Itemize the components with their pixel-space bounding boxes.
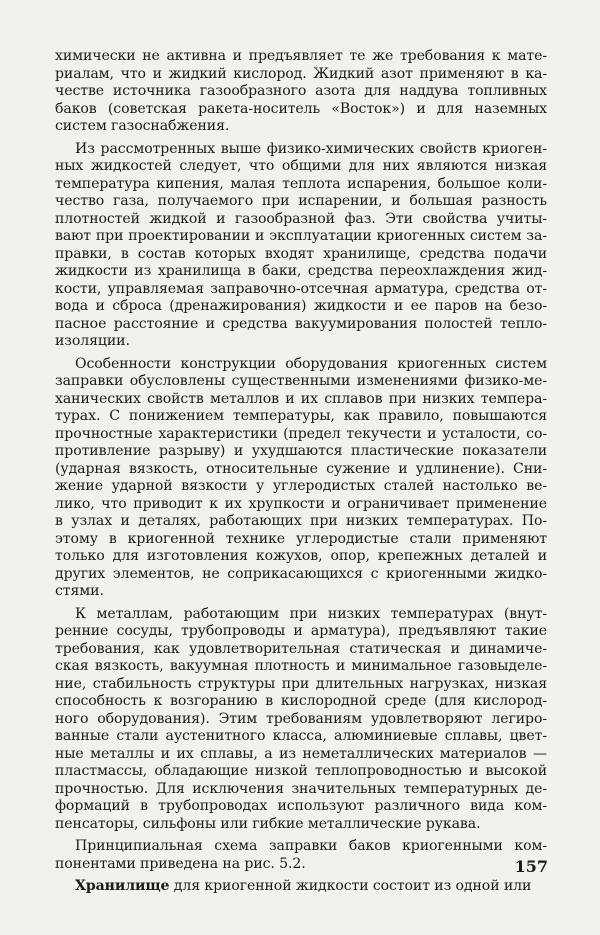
text-line: риалам, что и жидкий кислород. Жидкий азот применяют в ка- [55,65,547,82]
text-line: честве источника газообразного азота для наддува топливных [55,83,547,99]
text-line: пенсаторы, сильфоны или гибкие металлические рукава. [55,815,481,832]
text-line: температура кипения, малая теплота испарения, большое коли- [55,175,547,192]
bold-term: Хранилище [75,878,170,894]
page-number: 157 [514,857,548,876]
text-line: вода и сброса (дренажирования) жидкости и ее паров на безо- [55,298,547,314]
text-line: других элементов, не соприкасающихся с криогенными жидко- [55,565,547,582]
text-line: заправки обусловлены существенными изменениями физико-ме- [55,373,547,389]
text-line: ного оборудования). Этим требованиям удовлетворяют легиро- [55,710,547,727]
body-text [55,48,547,896]
text-line: химически не активна и предъявляет те же требования к мате- [55,48,547,64]
text-line: понентами приведена на рис. 5.2. [55,855,306,872]
text-line: (ударная вязкость, относительные сужение и удлинение). Сни- [55,460,547,477]
text-line: Особенности конструкции оборудования криогенных систем [75,355,547,372]
text-line: баков (советская ракета-носитель «Восток») и для наземных [55,100,547,117]
text-line: Из рассмотренных выше физико-химических свойств криоген- [75,140,547,157]
paragraph [55,838,547,873]
text-line: способность к возгоранию в кислородной среде (для кислород- [55,693,547,709]
text-line: ханических свойств металлов и их сплавов при низких темпера- [55,390,547,407]
paragraph [55,141,547,351]
text-line: кости, управляемая заправочно-отсечная арматура, средства от- [55,280,547,297]
text-line: ных жидкостей следует, что общими для них являются низкая [55,158,547,174]
text-line: лико, что приводит к их хрупкости и ограничивает применение [55,495,547,512]
text-run: для криогенной жидкости состоит из одной или [169,878,532,894]
text-line: ванные стали аустенитного класса, алюминиевые сплавы, цвет- [55,728,547,744]
text-line: противление разрыву) и ухудшаются пластические показатели [55,443,547,459]
text-line: ская вязкость, вакуумная плотность и минимальное газовыделе- [55,658,547,674]
text-line: ренние сосуды, трубопроводы и арматура), предъявляют такие [55,623,547,639]
text-line: только для изготовления кожухов, опор, крепежных деталей и [55,548,547,564]
text-line: чество газа, получаемого при испарении, и большая разность [55,193,547,209]
text-line: прочностью. Для исключения значительных температурных де- [55,780,547,797]
text-line: Принципиальная схема заправки баков криогенными ком- [75,838,547,854]
paragraph [55,606,547,834]
text-line: пасное расстояние и средства вакуумирования полостей тепло- [55,315,547,332]
paragraph [55,48,547,136]
text-line: плотностей жидкой и газообразной фаз. Эти свойства учиты- [55,210,547,227]
text-line: жидкости из хранилища в баки, средства переохлаждения жид- [55,263,547,279]
text-line: в узлах и деталях, работающих при низких температурах. По- [55,513,547,529]
text-line: пластмассы, обладающие низкой теплопроводностью и высокой [55,763,547,779]
paragraph [55,356,547,601]
text-line: прочностные характеристики (предел текучести и усталости, со- [55,425,547,442]
text-line: систем газоснабжения. [55,118,230,134]
text-line: ние, стабильность структуры при длительных нагрузках, низкая [55,675,547,692]
text-line: этому в криогенной технике углеродистые стали применяют [55,530,547,547]
text-line: жение ударной вязкости у углеродистых сталей настолько ве- [55,478,547,494]
text-line: формаций в трубопроводах используют различного вида ком- [55,798,547,814]
text-line: вают при проектировании и эксплуатации криогенных систем за- [55,228,547,244]
text-line: изоляции. [55,333,130,349]
text-line [55,878,547,896]
text-line: турах. С понижением температуры, как правило, повышаются [55,408,547,424]
text-line: ные металлы и их сплавы, а из неметаллических материалов — [55,745,547,762]
text-line: правки, в состав которых входят хранилище, средства подачи [55,245,547,262]
text-line: К металлам, работающим при низких температурах (внут- [75,605,547,622]
text-line: стями. [55,583,104,599]
text-line: требования, как удовлетворительная статическая и динамиче- [55,640,547,657]
